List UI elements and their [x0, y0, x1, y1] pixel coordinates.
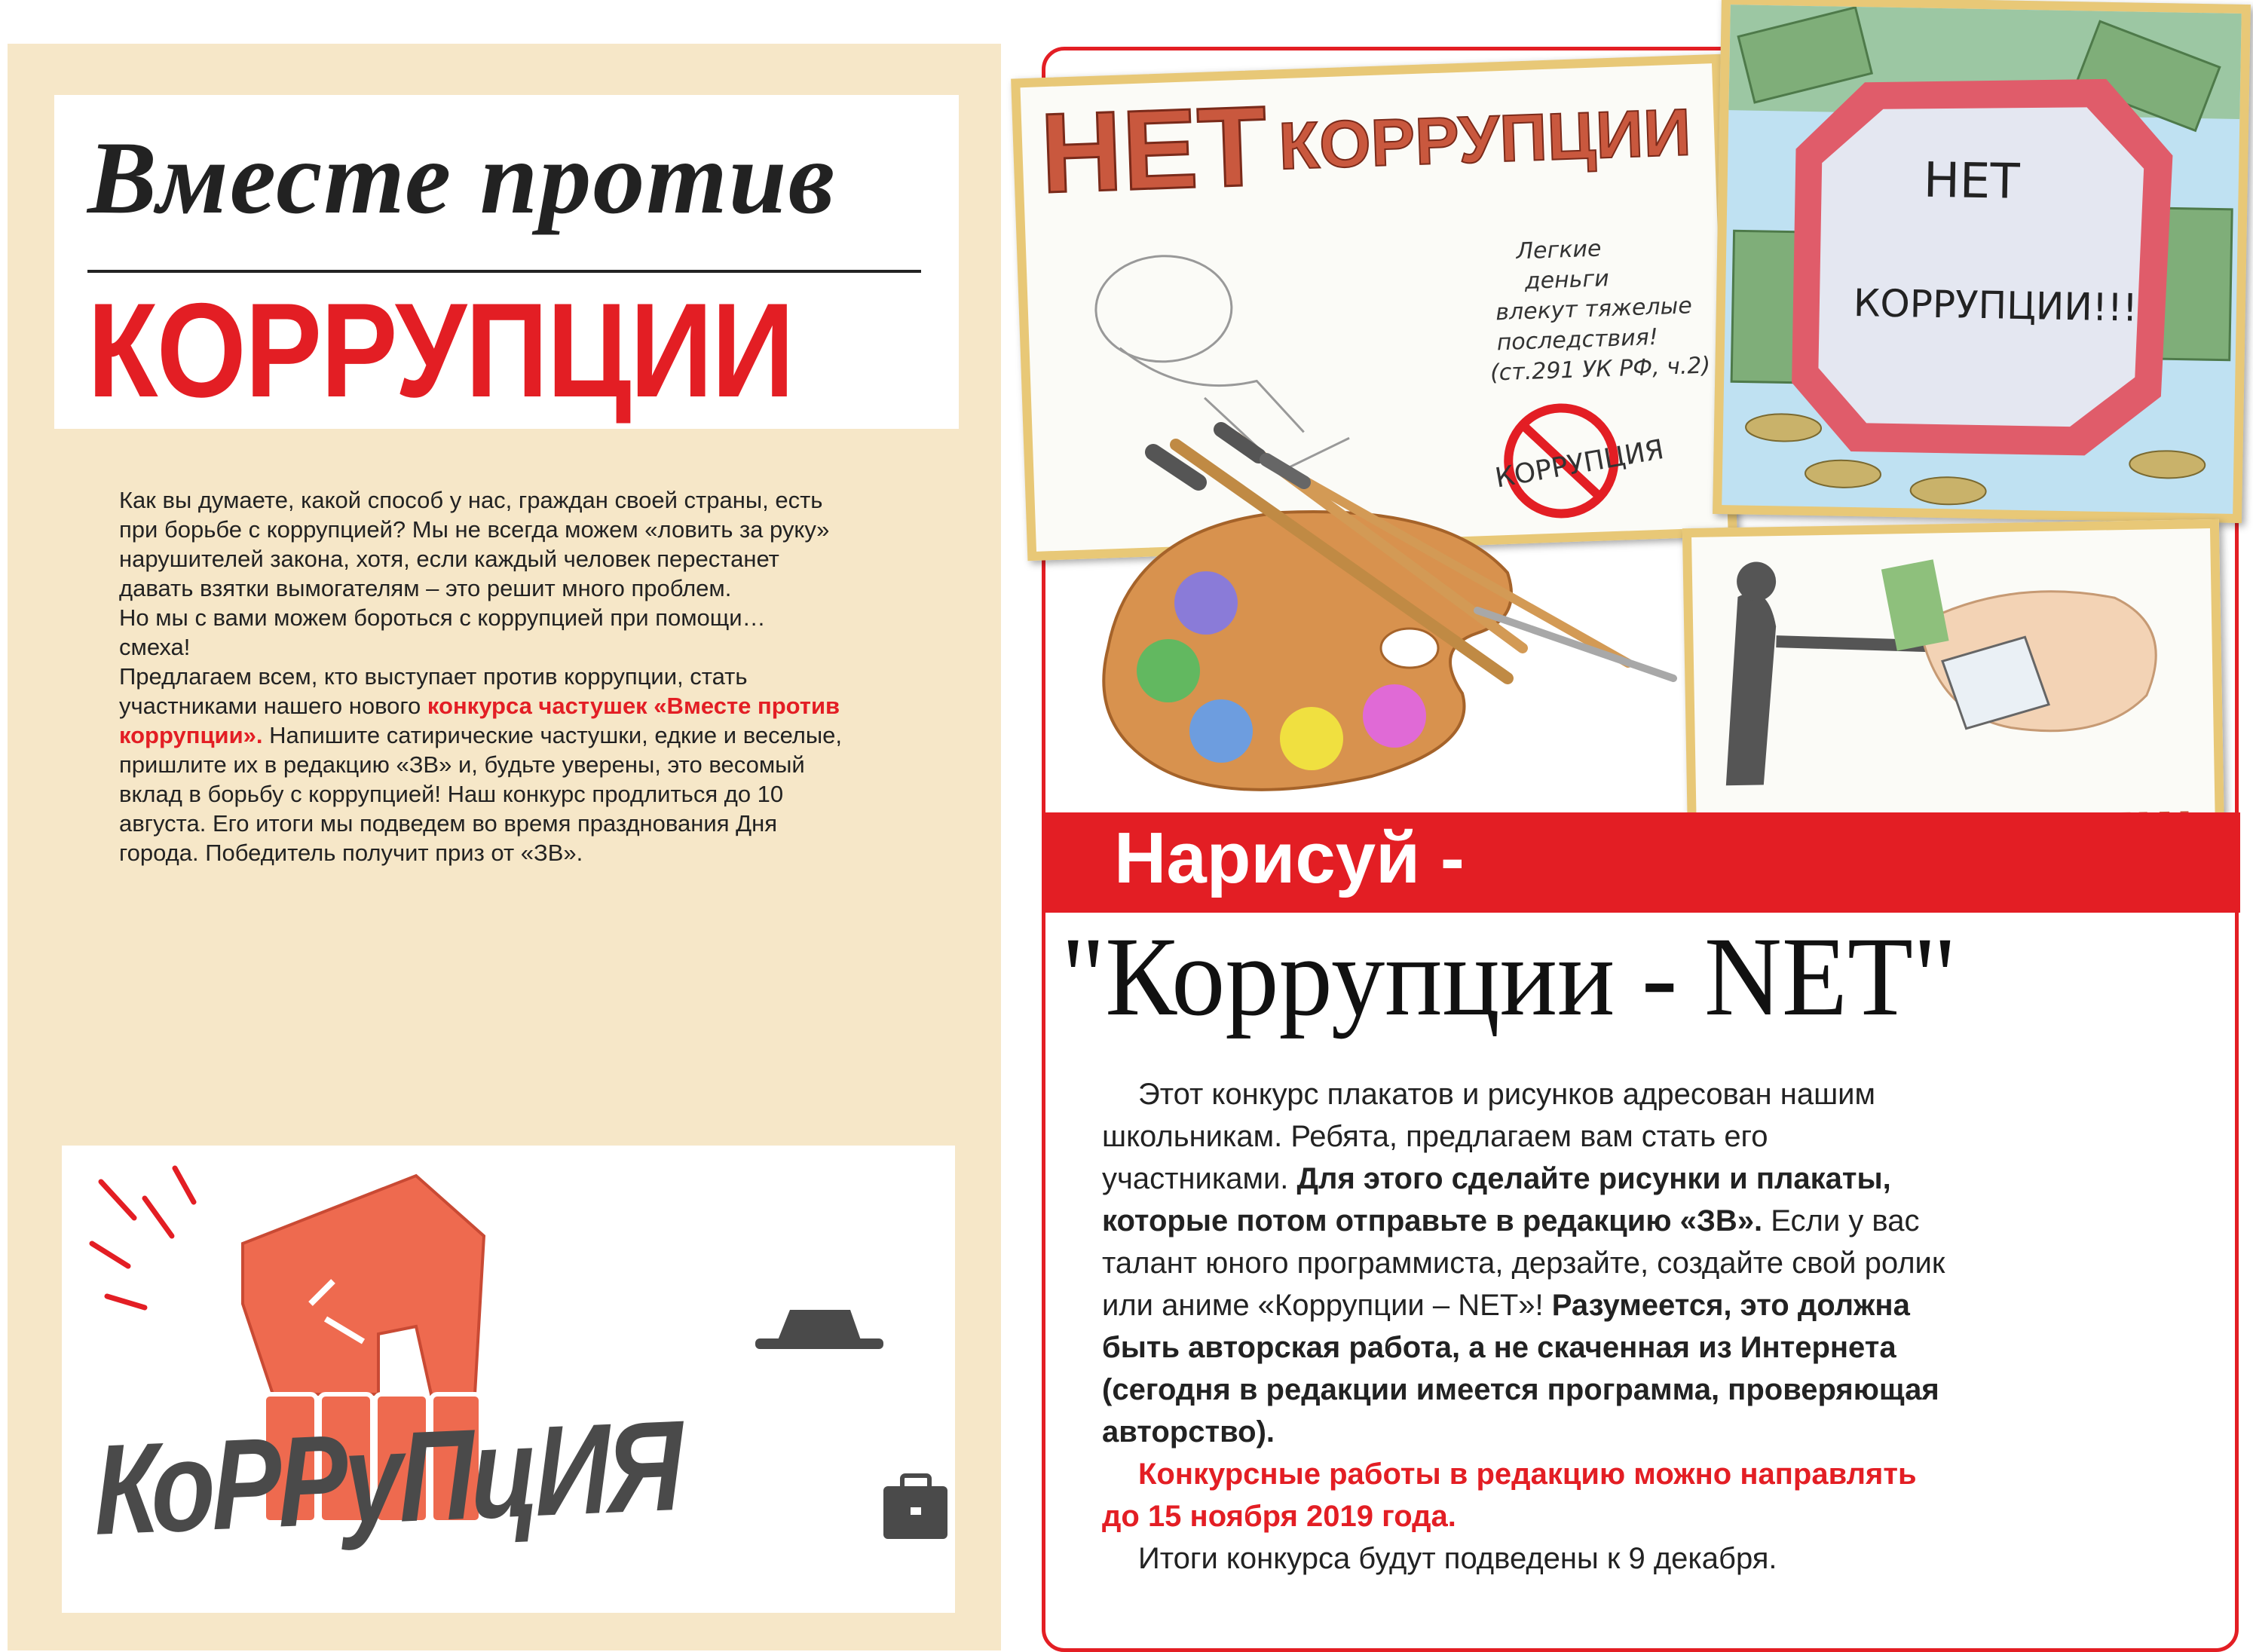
- contest-title: "Коррупции - NET": [1061, 914, 1958, 1039]
- left-paragraph-3-end: Напишите сатирические частушки, едкие и веселые, пришлите их в редакцию «ЗВ» и, будьте уверены, это весомый вклад в борьбу с коррупцией! Наш конкурс продлиться до 10 августа. Его итоги мы подведем во время празднования Дня города. Победитель получит приз от «ЗВ».: [119, 722, 843, 866]
- right-p1-bold: Для этого сделайте рисунки и плакаты, которые потом отправьте в редакцию «ЗВ».: [1102, 1162, 1891, 1237]
- headline-line1: Вместе против: [87, 120, 837, 235]
- headline-line2: КОРРУПЦИИ: [87, 275, 794, 425]
- left-paragraph-1: Как вы думаете, какой способ у нас, граждан своей страны, есть при борьбе с коррупцией? Мы не всегда можем «ловить за руку» нарушителей закона, хотя, если каждый человек перестанет давать взятки вымогателям – это решит много проблем.: [119, 487, 830, 601]
- poster-no-corruption-2: [1713, 0, 2251, 523]
- svg-text:КОРРУПЦИЯ: КОРРУПЦИЯ: [1492, 433, 1667, 494]
- svg-text:(ст.291 УК РФ, ч.2): (ст.291 УК РФ, ч.2): [1489, 352, 1711, 387]
- band-heading: Нарисуй -: [1114, 818, 1465, 898]
- svg-text:последствия!: последствия!: [1496, 323, 1659, 356]
- svg-text:деньги: деньги: [1524, 265, 1610, 295]
- deadline-notice: Конкурсные работы в редакцию можно направлять до 15 ноября 2019 года.: [1102, 1458, 1917, 1533]
- palette-icon: [1085, 422, 1704, 814]
- svg-text:НЕТ: НЕТ: [1923, 152, 2021, 210]
- right-paragraph-1: [1102, 1073, 1946, 1453]
- svg-text:КОРРУПЦИИ: КОРРУПЦИИ: [1277, 94, 1693, 184]
- poster-2-drawing: [1722, 5, 2241, 514]
- headline-box: [54, 95, 959, 429]
- corruption-logo: [62, 1146, 955, 1613]
- right-article: [1102, 1073, 1946, 1580]
- left-paragraph-3: [119, 662, 843, 867]
- left-article: [119, 485, 843, 867]
- right-p1-bold2: Разумеется, это должна быть авторская работа, а не скаченная из Интернета (сегодня в редакции имеется программа, проверяющая авторство).: [1102, 1289, 1939, 1449]
- results-notice: Итоги конкурса будут подведены к 9 декабря.: [1138, 1542, 1777, 1575]
- svg-text:влекут тяжелые: влекут тяжелые: [1495, 292, 1693, 326]
- svg-text:КОРРУПЦИИ!!!: КОРРУПЦИИ!!!: [1853, 281, 2138, 330]
- poster-1-headline: НЕТ: [1038, 81, 1269, 217]
- left-paragraph-3-start: Предлагаем всем, кто выступает против коррупции, стать участниками нашего нового: [119, 663, 748, 719]
- left-paragraph-2: Но мы с вами можем бороться с коррупцией при помощи… смеха!: [119, 604, 766, 660]
- right-p1-plain: Этот конкурс плакатов и рисунков адресован нашим школьникам. Ребята, предлагаем вам стать его участниками.: [1102, 1078, 1876, 1195]
- svg-text:Легкие: Легкие: [1515, 235, 1602, 265]
- left-panel: [8, 44, 1001, 1650]
- logo-word: КоРРуПцИЯ: [92, 1393, 681, 1562]
- contest-highlight: конкурса частушек «Вместе против коррупции».: [119, 693, 840, 748]
- right-p1-plain2: Если у вас талант юного программиста, дерзайте, создайте свой ролик или аниме «Коррупции – NET»!: [1102, 1204, 1945, 1322]
